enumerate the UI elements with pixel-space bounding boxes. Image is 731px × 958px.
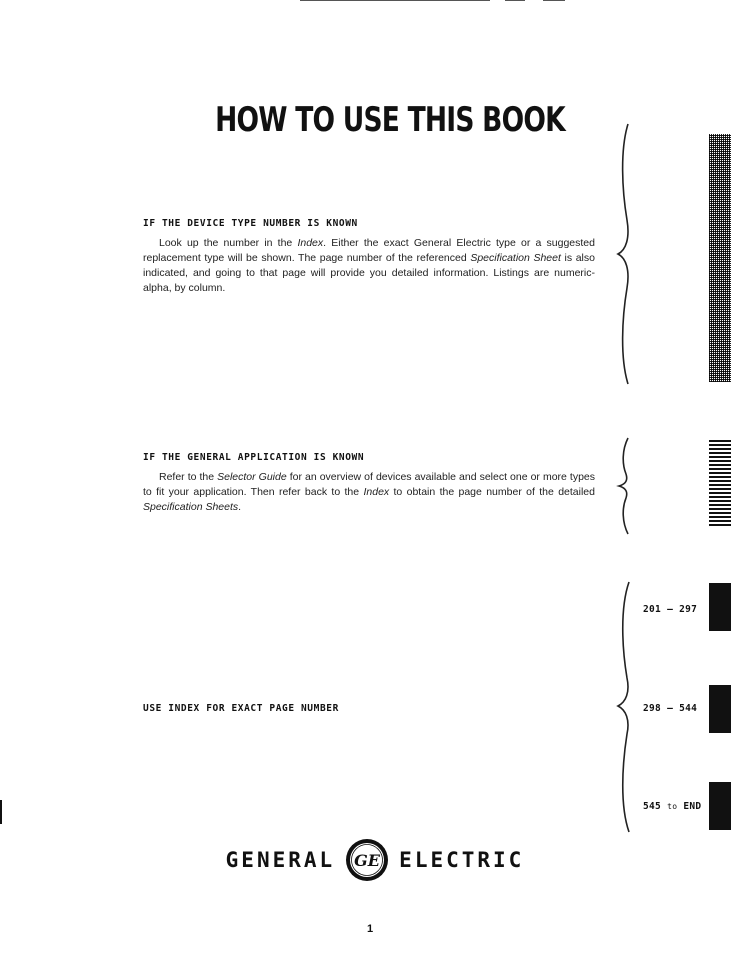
body-text: for an overview of devices available and select one or more types to fit your application. Then refer back to the [143, 471, 595, 498]
brace-icon [612, 120, 638, 388]
range-start: 545 [643, 801, 662, 812]
top-rule [505, 0, 525, 1]
scan-edge-mark [0, 800, 2, 824]
logo-word-right: ELECTRIC [399, 848, 525, 872]
section-general-application [143, 452, 595, 515]
page-number: 1 [366, 923, 374, 935]
emphasized-term: Index [297, 237, 324, 249]
section-body [143, 236, 595, 296]
tab-range-label: 298 – 544 [643, 703, 698, 714]
page-title: HOW TO USE THIS BOOK [215, 100, 565, 140]
top-rule [300, 0, 490, 1]
section-heading: IF THE GENERAL APPLICATION IS KNOWN [143, 452, 365, 463]
top-rule [543, 0, 565, 1]
thumb-tab [709, 134, 731, 382]
section-index [143, 703, 595, 721]
brace-icon [612, 578, 638, 836]
section-heading: USE INDEX FOR EXACT PAGE NUMBER [143, 703, 339, 714]
tab-range-label [643, 801, 713, 812]
body-text: Look up the number in the [159, 237, 298, 249]
body-text: . [238, 501, 242, 513]
section-device-type [143, 218, 595, 296]
section-heading: IF THE DEVICE TYPE NUMBER IS KNOWN [143, 218, 358, 229]
company-logo [215, 836, 535, 884]
emphasized-term: Specification Sheet [470, 252, 561, 264]
logo-word-left: GENERAL [225, 848, 336, 872]
body-text: is also indicated, and going to that page will provide you detailed information. Listings are numeric-alpha, by column. [143, 252, 595, 294]
body-text: to obtain the page number of the detailed [389, 486, 595, 498]
monogram-text: GE [354, 851, 381, 870]
brace-icon [612, 436, 636, 536]
ge-monogram-icon [343, 836, 391, 884]
body-text: . Either the exact General Electric type or a suggested replacement type will be shown. The page number of the referenced [143, 237, 595, 264]
body-text: Refer to the [159, 471, 218, 483]
emphasized-term: Selector Guide [217, 471, 287, 483]
emphasized-term: Index [363, 486, 390, 498]
range-end: END [683, 801, 702, 812]
emphasized-term: Specification Sheets [143, 501, 239, 513]
range-connector: to [667, 802, 678, 811]
thumb-tab [709, 440, 731, 526]
tab-range-label: 201 – 297 [643, 604, 698, 615]
section-body [143, 470, 595, 515]
